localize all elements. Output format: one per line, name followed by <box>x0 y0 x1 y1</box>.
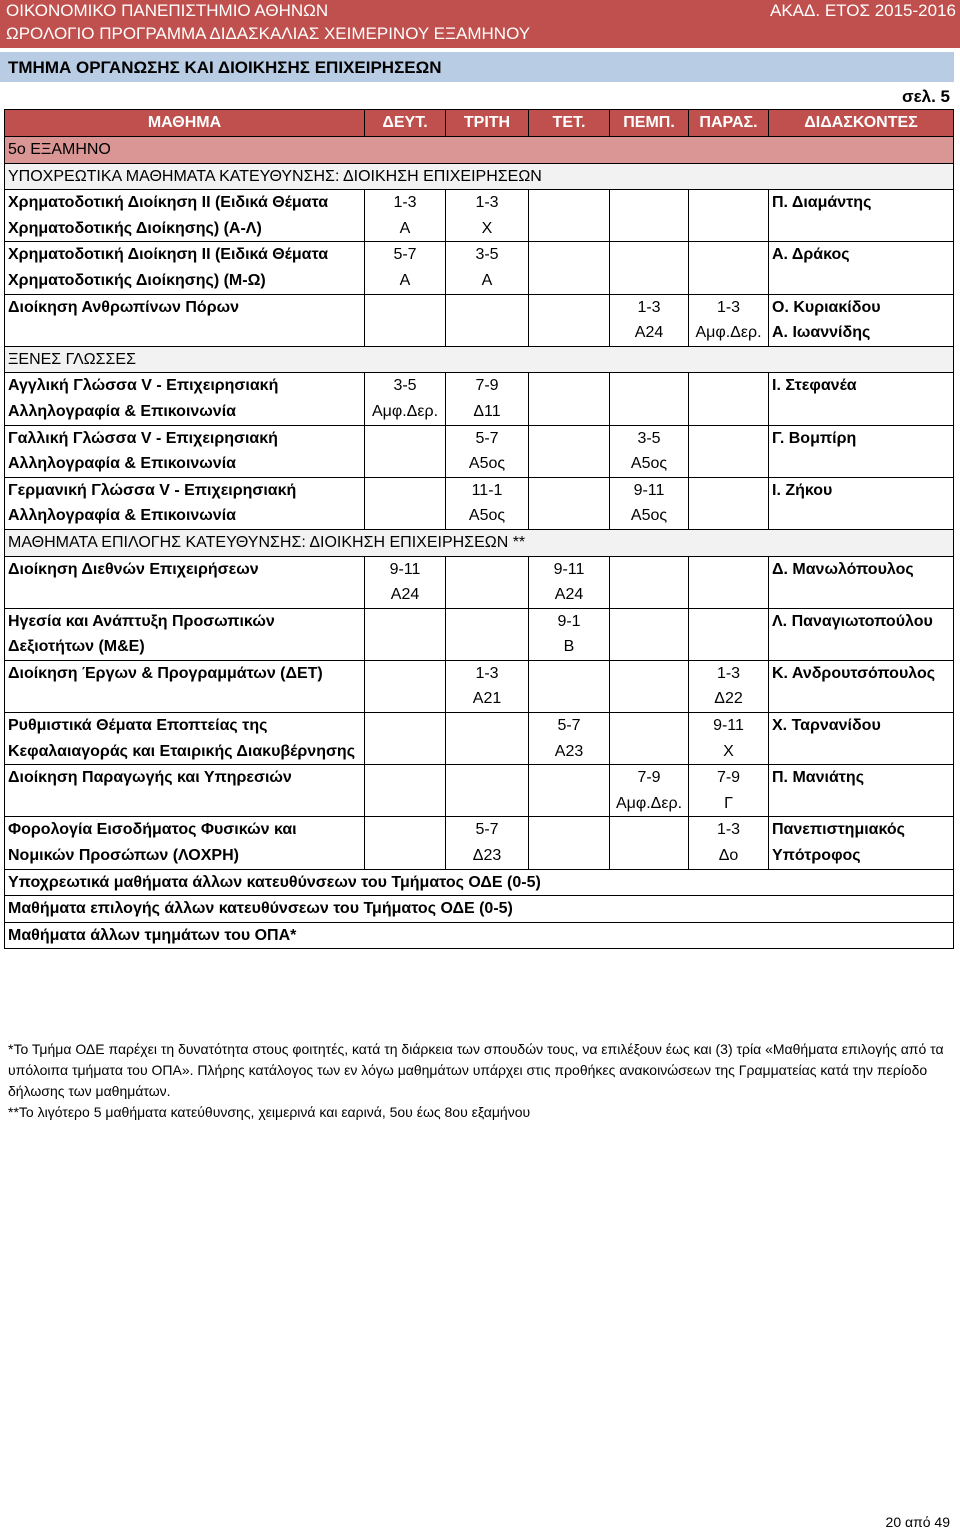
course-row <box>5 660 954 712</box>
slot-mon <box>365 713 446 765</box>
course-name: Διοίκηση Παραγωγής και Υπηρεσιών <box>5 765 365 817</box>
category-electives: ΜΑΘΗΜΑΤΑ ΕΠΙΛΟΓΗΣ ΚΑΤΕΥΘΥΝΣΗΣ: ΔΙΟΙΚΗΣΗ ΕΠΙΧΕΙΡΗΣΕΩΝ ** <box>5 529 954 556</box>
course-row <box>5 817 954 869</box>
course-name: Αγγλική Γλώσσα V - Επιχειρησιακή Αλληλογραφία & Επικοινωνία <box>5 373 365 425</box>
slot-wed: 9-1 Β <box>529 608 610 660</box>
course-row <box>5 425 954 477</box>
slot-wed: 9-11 Α24 <box>529 556 610 608</box>
slot-wed <box>529 190 610 242</box>
slot-mon: 3-5 Αμφ.Δερ. <box>365 373 446 425</box>
department-banner <box>0 52 954 82</box>
col-header-wed: ΤΕΤ. <box>529 110 610 137</box>
slot-tue: 1-3 Α21 <box>446 660 529 712</box>
extra-row-label: Μαθήματα άλλων τμημάτων του ΟΠΑ* <box>5 922 954 949</box>
course-row <box>5 713 954 765</box>
course-row <box>5 190 954 242</box>
slot-fri <box>689 242 769 294</box>
instructor: Ι. Στεφανέα <box>769 373 954 425</box>
department-name: ΤΜΗΜΑ ΟΡΓΑΝΩΣΗΣ ΚΑΙ ΔΙΟΙΚΗΣΗΣ ΕΠΙΧΕΙΡΗΣΕΩΝ <box>8 58 442 77</box>
slot-wed <box>529 765 610 817</box>
course-name: Ηγεσία και Ανάπτυξη Προσωπικών Δεξιοτήτων (Μ&Ε) <box>5 608 365 660</box>
slot-thu <box>610 817 689 869</box>
col-header-tue: ΤΡΙΤΗ <box>446 110 529 137</box>
slot-thu: 3-5 Α5ος <box>610 425 689 477</box>
slot-wed <box>529 242 610 294</box>
slot-fri <box>689 190 769 242</box>
course-name: Φορολογία Εισοδήματος Φυσικών και Νομικών Προσώπων (ΛΟΧΡΗ) <box>5 817 365 869</box>
slot-mon <box>365 608 446 660</box>
slot-thu: 7-9 Αμφ.Δερ. <box>610 765 689 817</box>
slot-thu <box>610 190 689 242</box>
slot-mon <box>365 660 446 712</box>
instructor: Δ. Μανωλόπουλος <box>769 556 954 608</box>
slot-mon <box>365 817 446 869</box>
slot-tue: 5-7 Δ23 <box>446 817 529 869</box>
column-header-row <box>5 110 954 137</box>
instructor: Λ. Παναγιωτοπούλου <box>769 608 954 660</box>
course-name: Γερμανική Γλώσσα V - Επιχειρησιακή Αλληλογραφία & Επικοινωνία <box>5 477 365 529</box>
footnotes <box>8 1039 954 1123</box>
course-name: Διοίκηση Διεθνών Επιχειρήσεων <box>5 556 365 608</box>
col-header-instructors: ΔΙΔΑΣΚΟΝΤΕΣ <box>769 110 954 137</box>
slot-wed: 5-7 Α23 <box>529 713 610 765</box>
course-row <box>5 242 954 294</box>
category-row <box>5 346 954 373</box>
slot-fri <box>689 608 769 660</box>
extra-row <box>5 922 954 949</box>
slot-wed <box>529 425 610 477</box>
slot-mon <box>365 477 446 529</box>
slot-tue: 1-3 Χ <box>446 190 529 242</box>
slot-wed <box>529 373 610 425</box>
instructor: Π. Διαμάντης <box>769 190 954 242</box>
slot-tue: 7-9 Δ11 <box>446 373 529 425</box>
slot-mon <box>365 425 446 477</box>
category-row <box>5 163 954 190</box>
slot-thu <box>610 608 689 660</box>
extra-row <box>5 896 954 923</box>
slot-fri: 1-3 Δο <box>689 817 769 869</box>
course-row <box>5 373 954 425</box>
extra-row-label: Μαθήματα επιλογής άλλων κατευθύνσεων του Τμήματος ΟΔΕ (0-5) <box>5 896 954 923</box>
slot-fri: 1-3 Δ22 <box>689 660 769 712</box>
slot-tue <box>446 294 529 346</box>
course-name: Διοίκηση Έργων & Προγραμμάτων (ΔΕΤ) <box>5 660 365 712</box>
course-name: Ρυθμιστικά Θέματα Εποπτείας της Κεφαλαιαγοράς και Εταιρικής Διακυβέρνησης <box>5 713 365 765</box>
instructor: Γ. Βομπίρη <box>769 425 954 477</box>
semester-label: 5ο ΕΞΑΜΗΝΟ <box>5 137 954 164</box>
slot-mon <box>365 294 446 346</box>
slot-thu <box>610 373 689 425</box>
slot-thu <box>610 660 689 712</box>
instructor: Ι. Ζήκου <box>769 477 954 529</box>
instructor: Α. Δράκος <box>769 242 954 294</box>
schedule-title: ΩΡΟΛΟΓΙΟ ΠΡΟΓΡΑΜΜΑ ΔΙΔΑΣΚΑΛΙΑΣ ΧΕΙΜΕΡΙΝΟΥ ΕΞΑΜΗΝΟΥ <box>6 24 531 43</box>
slot-mon <box>365 765 446 817</box>
course-row <box>5 556 954 608</box>
slot-fri <box>689 425 769 477</box>
slot-thu: 1-3 Α24 <box>610 294 689 346</box>
footnote-2: **Το λιγότερο 5 μαθήματα κατεύθυνσης, χειμερινά και εαρινά, 5ου έως 8ου εξαμήνου <box>8 1104 531 1120</box>
instructor: Πανεπιστημιακός Υπότροφος <box>769 817 954 869</box>
course-row <box>5 765 954 817</box>
slot-thu <box>610 242 689 294</box>
top-banner <box>0 0 960 48</box>
slot-fri <box>689 477 769 529</box>
university-name: ΟΙΚΟΝΟΜΙΚΟ ΠΑΝΕΠΙΣΤΗΜΙΟ ΑΘΗΝΩΝ <box>6 1 329 20</box>
instructor: Ο. Κυριακίδου Α. Ιωαννίδης <box>769 294 954 346</box>
slot-fri: 7-9 Γ <box>689 765 769 817</box>
semester-row <box>5 137 954 164</box>
instructor: Κ. Ανδρουτσόπουλος <box>769 660 954 712</box>
slot-fri <box>689 556 769 608</box>
course-name: Διοίκηση Ανθρωπίνων Πόρων <box>5 294 365 346</box>
slot-tue: 11-1 Α5ος <box>446 477 529 529</box>
slot-tue <box>446 713 529 765</box>
slot-fri <box>689 373 769 425</box>
slot-fri: 9-11 Χ <box>689 713 769 765</box>
slot-wed <box>529 817 610 869</box>
slot-tue: 5-7 Α5ος <box>446 425 529 477</box>
course-name: Γαλλική Γλώσσα V - Επιχειρησιακή Αλληλογραφία & Επικοινωνία <box>5 425 365 477</box>
extra-row-label: Υποχρεωτικά μαθήματα άλλων κατευθύνσεων του Τμήματος ΟΔΕ (0-5) <box>5 869 954 896</box>
instructor: Π. Μανιάτης <box>769 765 954 817</box>
slot-mon: 1-3 Α <box>365 190 446 242</box>
col-header-mon: ΔΕΥΤ. <box>365 110 446 137</box>
slot-tue <box>446 765 529 817</box>
course-name: Χρηματοδοτική Διοίκηση ΙΙ (Ειδικά Θέματα Χρηματοδοτικής Διοίκησης) (Α-Λ) <box>5 190 365 242</box>
slot-tue <box>446 608 529 660</box>
schedule-body <box>5 110 954 949</box>
col-header-thu: ΠΕΜΠ. <box>610 110 689 137</box>
col-header-fri: ΠΑΡΑΣ. <box>689 110 769 137</box>
footnote-1: *Το Τμήμα ΟΔΕ παρέχει τη δυνατότητα στους φοιτητές, κατά τη διάρκεια των σπουδών τους, να επιλέξουν έως και (3) τρία «Μαθήματα επιλογής από τα υπόλοιπα τμήματα του ΟΠΑ». Πλήρης κατάλογος των εν λόγω μαθημάτων υπάρχει στις προθήκες ανακοινώσεων της Γραμματείας κατά την περίοδο δήλωσης των μαθημάτων. <box>8 1041 944 1099</box>
slot-wed <box>529 477 610 529</box>
slot-thu <box>610 713 689 765</box>
course-row <box>5 608 954 660</box>
course-row <box>5 477 954 529</box>
col-header-course: ΜΑΘΗΜΑ <box>5 110 365 137</box>
course-name: Χρηματοδοτική Διοίκηση ΙΙ (Ειδικά Θέματα Χρηματοδοτικής Διοίκησης) (Μ-Ω) <box>5 242 365 294</box>
category-languages: ΞΕΝΕΣ ΓΛΩΣΣΕΣ <box>5 346 954 373</box>
slot-tue <box>446 556 529 608</box>
slot-fri: 1-3 Αμφ.Δερ. <box>689 294 769 346</box>
slot-thu <box>610 556 689 608</box>
course-row <box>5 294 954 346</box>
instructor: Χ. Ταρνανίδου <box>769 713 954 765</box>
category-row <box>5 529 954 556</box>
slot-thu: 9-11 Α5ος <box>610 477 689 529</box>
slot-tue: 3-5 Α <box>446 242 529 294</box>
slot-wed <box>529 660 610 712</box>
page-number: 20 από 49 <box>885 1514 950 1530</box>
slot-mon: 9-11 Α24 <box>365 556 446 608</box>
schedule-table <box>4 109 954 949</box>
academic-year: ΑΚΑΔ. ΕΤΟΣ 2015-2016 <box>770 1 956 20</box>
extra-row <box>5 869 954 896</box>
slot-mon: 5-7 Α <box>365 242 446 294</box>
page-label: σελ. 5 <box>901 87 950 106</box>
category-required: ΥΠΟΧΡΕΩΤΙΚΑ ΜΑΘΗΜΑΤΑ ΚΑΤΕΥΘΥΝΣΗΣ: ΔΙΟΙΚΗΣΗ ΕΠΙΧΕΙΡΗΣΕΩΝ <box>5 163 954 190</box>
slot-wed <box>529 294 610 346</box>
